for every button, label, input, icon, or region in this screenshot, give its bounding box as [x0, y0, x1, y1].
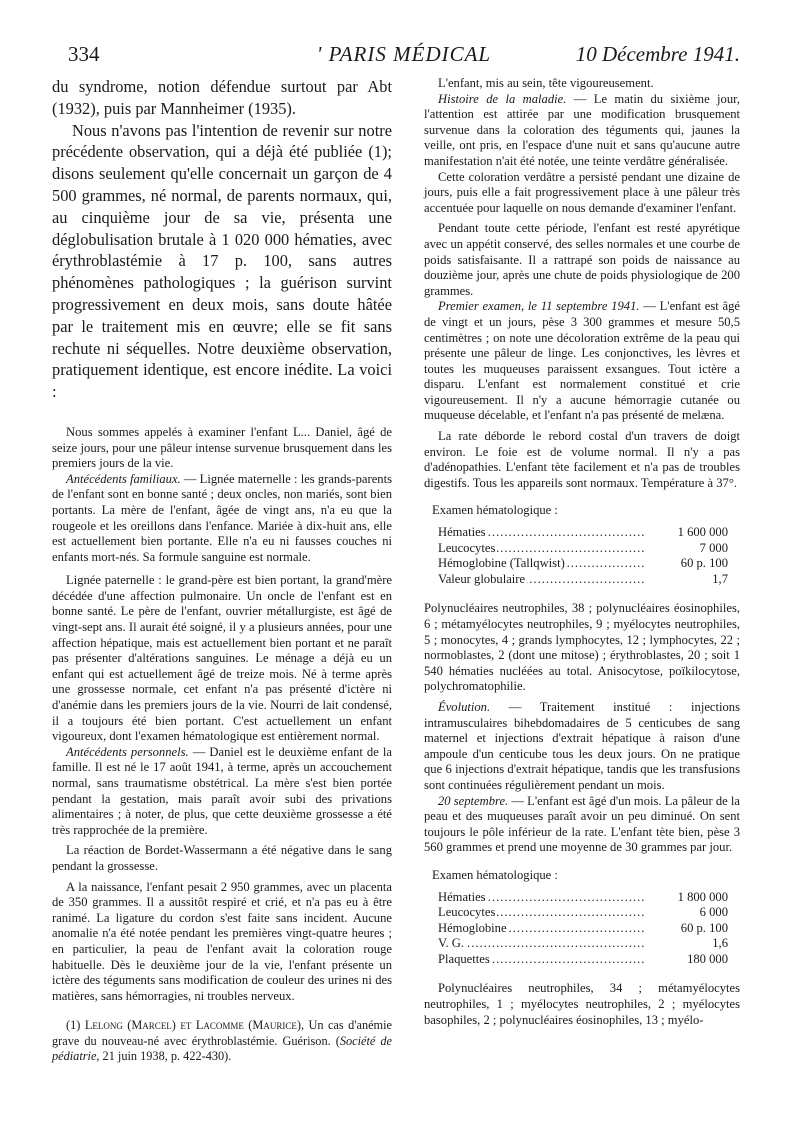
table-row	[438, 525, 728, 541]
footnote-marker: (1)	[66, 1018, 85, 1032]
paragraph: A la naissance, l'enfant pesait 2 950 grammes, avec un placenta de 350 grammes. Il a aussitôt respiré et crié, et n'a pas eu à être ranimé. La ligature du cordon s'est faite sans incident. Aucune anomalie n'a été notée pendant les premières vingt-quatre heures ; en particulier, la peau de l'enfant avait la coloration rouge habituelle. Dès le deuxième jour de la vie, l'enfant présente un ictère des téguments sans modification de couleur des urines ni des matières, sans hémorragies, ni troubles nerveux.	[52, 879, 392, 1003]
footnote-text	[52, 1018, 392, 1065]
paragraph-text: — Traitement institué : injections intramusculaires bihebdomadaires de 5 centicubes de sang maternel et injections d'extrait hépatique à raison d'une ampoule d'un centicube tous les deux jours. On ne pratique que 6 injections d'extrait hépatique, tandis que les transfusions sont continuées régulièrement pendant un mois.	[424, 699, 740, 792]
table-row	[438, 541, 728, 557]
paragraph-text: — Le matin du sixième jour, l'attention est attirée par une modification brusquement survenue dans la coloration des téguments qui, jaunes la veille, ont pris, en l'espace d'une nuit et sans qu'aucune autre manifestation n'ait été notée, une teinte verdâtre généralisée.	[424, 91, 740, 168]
paragraph: La rate déborde le rebord costal d'un travers de doigt environ. Le foie est de volume normal. Il n'y a pas d'adénopathies. L'enfant tète facilement et n'a pas de troubles digestifs. Tous les appareils sont normaux. Température à 37°.	[424, 429, 740, 490]
paragraph	[52, 472, 392, 566]
paragraph-text: — L'enfant est âgé d'un mois. La pâleur de la peau et des muqueuses paraît avoir un peu diminué. On sent toujours le pôle inférieur de la rate. L'enfant tète bien, pèse 3 560 grammes et prend une moyenne de 30 grammes par jour.	[424, 793, 740, 855]
running-header	[68, 42, 740, 72]
left-column	[52, 76, 392, 1004]
table-row	[438, 905, 728, 921]
section-heading: Évolution.	[438, 699, 491, 714]
table-row	[438, 556, 728, 572]
footnote-ref: , 21 juin 1938, p. 422-430).	[96, 1049, 232, 1064]
paragraph	[424, 299, 740, 424]
section-heading: Histoire de la maladie.	[438, 91, 567, 106]
paragraph-text: — Daniel est le deuxième enfant de la famille. Il est né le 17 août 1941, à terme, après un accouchement normal, sans traumatisme obstétrical. La mère s'est bien portée pendant la gestation, mais paraît avoir subi des privations alimentaires ; à noter, de plus, que cette deuxième grossesse a été très rapprochée de la première.	[52, 744, 392, 837]
table-row	[438, 890, 728, 906]
table-row	[438, 921, 728, 937]
blood-formula: Polynucléaires neutrophiles, 34 ; métamyélocytes neutrophiles, 1 ; myélocytes neutrophiles, 2 ; myélocytes basophiles, 2 ; polynucléaires éosinophiles, 13 ; myélo-	[424, 981, 740, 1027]
paragraph-text: — Lignée maternelle : les grands-parents de l'enfant sont en bonne santé ; deux oncles, non mariés, sont bien portants. La mère de l'enfant, âgée de vingt ans, n'a eu que la rougeole et les oreillons dans l'enfance. Mariée à dix-huit ans, elle est actuellement bien portante. Elle n'a eu ni fausses couches ni enfants mort-nés. Sa formule sanguine est normale.	[52, 471, 392, 564]
footnote-title: , Un cas d'anémie grave du nouveau-né avec érythroblastémie. Guérison. (	[52, 1018, 392, 1048]
table-row	[438, 572, 728, 588]
row-value: 60 p. 100	[680, 556, 728, 571]
table-row	[438, 952, 728, 968]
paragraph: Cette coloration verdâtre a persisté pendant une dizaine de jours, puis elle a fait progressivement place à une pâleur très accentuée pour laquelle on nous demande d'examiner l'enfant.	[424, 169, 740, 215]
case-intro: Nous sommes appelés à examiner l'enfant L... Daniel, âgé de seize jours, pour une pâleur intense survenue brusquement dans les premiers jours de la vie.	[52, 424, 392, 471]
table-row	[438, 936, 728, 952]
paragraph	[424, 700, 740, 794]
row-value: 7 000	[699, 540, 728, 555]
intro-block	[52, 76, 392, 403]
section-heading: Antécédents personnels.	[66, 744, 189, 759]
page-number: 334	[68, 42, 100, 66]
paragraph	[424, 92, 740, 170]
section-heading: 20 septembre.	[438, 793, 509, 808]
row-label: Leucocytes .....	[438, 905, 646, 921]
row-value: 1,7	[712, 571, 728, 586]
footnote	[52, 1018, 392, 1065]
row-value: 60 p. 100	[680, 920, 728, 935]
paragraph: L'enfant, mis au sein, tête vigoureusement.	[438, 76, 654, 90]
exam-title: Examen hématologique :	[432, 867, 558, 882]
blood-formula: Polynucléaires neutrophiles, 38 ; polynucléaires éosinophiles, 6 ; métamyélocytes neutrophiles, 9 ; myélocytes neutrophiles, 5 ; monocytes, 4 ; grands lymphocytes, 12 ; lymphocytes, 22 ; normoblastes, 2 (dont une mitose) ; érythroblastes, 20 ; soit 1 540 hématies nucléées au total. Anisocytose, poïkilocytose, polychromatophilie.	[424, 601, 740, 694]
issue-date: 10 Décembre 1941.	[575, 42, 740, 66]
row-label: Plaquettes .....	[438, 952, 646, 968]
paragraph	[52, 745, 392, 839]
section-heading: Antécédents familiaux.	[66, 471, 181, 486]
row-label: V. G. .....	[438, 936, 646, 952]
row-label: Leucocytes .....	[438, 541, 646, 557]
row-label: Hématies .....	[438, 890, 646, 906]
row-label: Hémoglobine .....	[438, 921, 646, 937]
row-value: 1 600 000	[677, 525, 728, 540]
right-column	[424, 76, 740, 1028]
row-value: 1,6	[712, 936, 728, 951]
case-report	[52, 425, 392, 1004]
hematology-table-2	[438, 890, 728, 968]
paragraph: Nous n'avons pas l'intention de revenir sur notre précédente observation, qui a déjà été publiée (1); disons seulement qu'elle concernait un garçon de 4 500 grammes, né normal, de parents normaux, qui, au cinquième jour de sa vie, présenta une déglobulisation brutale à 1 020 000 hématies, avec érythroblastémie à 17 p. 100, sans autres phénomènes pathologiques ; la guérison survint progressivement en deux mois, sans doute hâtée par le traitement mis en œuvre; elle se fit sans rechute ni séquelles. Notre deuxième observation, pratiquement identique, est encore inédite. La voici :	[52, 120, 392, 402]
footnote-journal: Société de pédiatrie	[52, 1033, 393, 1064]
journal-title: ' PARIS MÉDICAL	[316, 42, 492, 66]
row-label: Hématies .....	[438, 525, 646, 541]
footnote-authors: Lelong (Marcel) et Lacomme (Maurice)	[84, 1018, 301, 1032]
row-value: 1 800 000	[677, 889, 728, 904]
row-label: Hémoglobine (Tallqwist) .....	[438, 556, 646, 572]
paragraph: Pendant toute cette période, l'enfant est resté apyrétique avec un appétit conservé, des selles normales et une courbe de poids satisfaisante. Il a rattrapé son poids de naissance au douzième jour, après une chute de poids physiologique de 200 grammes.	[424, 221, 740, 298]
row-value: 180 000	[687, 951, 728, 966]
hematology-table-1	[438, 525, 728, 587]
paragraph-text: — L'enfant est âgé de vingt et un jours, pèse 3 300 grammes et mesure 50,5 centimètres ; on note une décoloration extrême de la peau qui présente une pâleur de linge. Les conjonctives, les lèvres et toutes les muqueuses paraissent exsangues. Tout ictère a disparu. L'enfant est normalement constitué et crie vigoureusement. Il n'y a aucune hémorragie cutanée ou muqueuse décelable, et l'enfant n'a pas présenté de melæna.	[424, 299, 740, 423]
row-label: Valeur globulaire .....	[438, 572, 646, 588]
paragraph: La réaction de Bordet-Wassermann a été négative dans le sang pendant la grossesse.	[52, 843, 392, 873]
paragraph: du syndrome, notion défendue surtout par Abt (1932), puis par Mannheimer (1935).	[52, 77, 392, 118]
row-value: 6 000	[699, 905, 728, 920]
paragraph: Lignée paternelle : le grand-père est bien portant, la grand'mère décédée d'une affection pulmonaire. Un oncle de l'enfant est en bonne santé. Le père de l'enfant, ouvrier métallurgiste, est âgé de vingt-sept ans. Il aurait été soigné, il y a plusieurs années, pour une affection hépatique, mais est actuellement bien portant et ne paraît pas présenter d'altérations sanguines. Le ménage a déjà eu un enfant qui est actuellement âgé de treize mois. Né à terme après une grossesse normale, cet enfant n'a pas présenté d'ictère ni d'anémie dans les premiers jours de la vie. Nourri de lait condensé, il a toujours été bien portant. C'est actuellement un enfant vigoureux, dont l'examen hématologique est entièrement normal.	[52, 573, 392, 744]
exam-title: Examen hématologique :	[432, 503, 558, 518]
paragraph	[424, 794, 740, 856]
section-heading: Premier examen, le 11 septembre 1941.	[438, 299, 640, 314]
